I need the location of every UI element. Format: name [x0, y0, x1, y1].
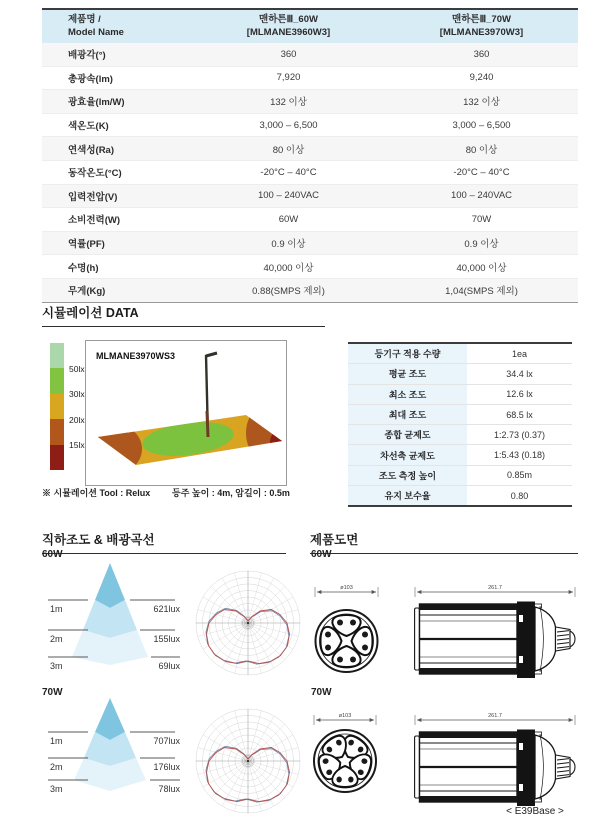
simulation-section-title: 시뮬레이션 DATA: [42, 303, 325, 327]
legend-color-15-20lx: [50, 419, 64, 444]
model-name-70w: 맨하튼Ⅲ_70W: [452, 14, 511, 25]
simulation-model-label: MLMANE3970WS3: [96, 351, 176, 361]
distance-label: 3m: [50, 784, 63, 794]
spec-value-70w: 100 – 240VAC: [450, 190, 513, 202]
spec-value-60w: -20°C – 40°C: [260, 166, 317, 178]
model-code-60w: [MLMANE3960W3]: [246, 26, 331, 38]
drawing-block-70w: [305, 687, 580, 817]
drawing-block-60w: [305, 549, 580, 687]
sim-label: 종합 균제도: [348, 425, 467, 444]
spec-value-70w: 1,04(SMPS 제외): [445, 286, 518, 298]
spec-value-60w: 0.88(SMPS 제외): [252, 286, 325, 298]
spec-header-label-line2: Model Name: [68, 26, 124, 38]
spec-value-60w: 360: [280, 48, 297, 60]
legend-label: 30lx: [69, 389, 85, 399]
pole-height-note: 등주 높이 : 4m, 암길이 : 0.5m: [172, 488, 290, 498]
spec-label: 광효율(lm/W): [68, 97, 125, 109]
spec-value-60w: 3,000 – 6,500: [259, 119, 318, 131]
polar-distribution-chart: [196, 709, 300, 813]
table-row: [42, 43, 578, 66]
length-dimension: 261.7: [488, 713, 502, 719]
pyramid-top-layer: [95, 563, 125, 608]
simulation-tool-note: ※ 시뮬레이션 Tool : Relux: [42, 488, 151, 498]
lux-value: 621lux: [153, 604, 180, 614]
table-row: [348, 363, 572, 383]
sim-label: 최대 조도: [348, 405, 467, 424]
pyramid-top-layer: [95, 698, 125, 740]
table-row: [348, 424, 572, 444]
spec-header-model-70w: [385, 14, 578, 39]
sim-value: 0.80: [510, 490, 529, 501]
illuminance-ground-map: [86, 401, 284, 481]
legend-label: 20lx: [69, 415, 85, 425]
model-label: 70W: [311, 687, 332, 698]
illuminance-diagram-60w: [40, 561, 302, 687]
lux-value: 78lux: [158, 784, 180, 794]
table-row: [348, 404, 572, 424]
polar-distribution-chart: [196, 571, 300, 675]
table-row: [42, 231, 578, 255]
sim-value: 1:5.43 (0.18): [493, 450, 546, 461]
spec-value-70w: 70W: [471, 213, 492, 225]
sim-value: 34.4 lx: [506, 368, 533, 379]
spec-table-body: [42, 43, 578, 302]
spec-table-header: [42, 10, 578, 43]
legend-color-under-15lx: [50, 445, 64, 470]
model-name-60w: 맨하튼Ⅲ_60W: [259, 14, 318, 25]
lamp-side-view-60w: [415, 602, 575, 679]
spec-value-70w: 132 이상: [463, 97, 500, 109]
legend-label: 50lx: [69, 364, 85, 374]
model-label: 60W: [311, 549, 332, 560]
table-row: [348, 465, 572, 485]
spec-value-60w: 40,000 이상: [263, 262, 314, 274]
sim-value: 12.6 lx: [506, 389, 533, 400]
drawings-section-title: 제품도면: [310, 530, 578, 554]
illuminance-block-70w: [40, 687, 302, 817]
lamp-top-view-70w: [314, 730, 376, 792]
legend-color-20-30lx: [50, 394, 64, 419]
spec-value-60w: 80 이상: [272, 144, 305, 156]
lamp-arm: [206, 353, 217, 356]
drawing-60w: [305, 563, 580, 689]
lux-value: 155lux: [153, 634, 180, 644]
spec-label: 입력전압(V): [68, 191, 118, 203]
lux-value: 176lux: [153, 762, 180, 772]
illuminance-diagram-70w: [40, 697, 302, 817]
spec-label: 역률(PF): [68, 239, 105, 251]
spec-value-60w: 132 이상: [270, 97, 307, 109]
lux-value: 69lux: [158, 661, 180, 671]
length-dimension: 261.7: [488, 585, 502, 591]
legend-color-50lx-plus: [50, 343, 64, 368]
illuminance-block-60w: [40, 549, 302, 687]
spec-label: 수명(h): [68, 262, 99, 274]
model-code-70w: [MLMANE3970W3]: [439, 26, 524, 38]
distance-label: 2m: [50, 634, 63, 644]
model-label: 60W: [42, 549, 63, 560]
simulation-result-table: [348, 342, 572, 507]
sim-value: 1ea: [511, 348, 528, 359]
table-row: [42, 184, 578, 208]
illuminance-section-title: 직하조도 & 배광곡선: [42, 530, 286, 554]
legend-label: 15lx: [69, 440, 85, 450]
table-row: [42, 278, 578, 302]
spec-header-label: [42, 14, 192, 39]
spec-label: 총광속(lm): [68, 73, 113, 85]
spec-value-60w: 100 – 240VAC: [257, 190, 320, 202]
distance-label: 1m: [50, 736, 63, 746]
lamp-side-view-70w: [415, 730, 575, 807]
sim-label: 유지 보수율: [348, 486, 467, 505]
diameter-dimension: ø103: [338, 713, 352, 719]
legend-color-strip: [50, 343, 64, 470]
spec-value-70w: 80 이상: [465, 144, 498, 156]
diameter-dimension: ø103: [340, 585, 353, 591]
spec-value-70w: 9,240: [469, 72, 494, 84]
spec-value-60w: 60W: [278, 213, 299, 225]
distance-label: 3m: [50, 661, 63, 671]
spec-value-70w: 360: [473, 48, 490, 60]
drawing-70w: [305, 699, 580, 817]
spec-value-70w: -20°C – 40°C: [453, 166, 510, 178]
sim-label: 평균 조도: [348, 364, 467, 383]
table-row: [348, 444, 572, 464]
legend-color-30-50lx: [50, 368, 64, 393]
table-row: [42, 160, 578, 184]
table-row: [42, 136, 578, 160]
spec-label: 동작온도(°C): [68, 168, 122, 180]
table-row: [42, 207, 578, 231]
spec-value-70w: 0.9 이상: [464, 239, 499, 251]
distance-label: 1m: [50, 604, 63, 614]
spec-header-label-line1: 제품명 /: [68, 14, 101, 25]
spec-value-60w: 0.9 이상: [271, 239, 306, 251]
spec-label: 색온도(K): [68, 121, 109, 133]
spec-header-model-60w: [192, 14, 385, 39]
sim-value: 0.85m: [506, 470, 532, 481]
spec-value-70w: 3,000 – 6,500: [452, 119, 511, 131]
simulation-map-render: [86, 341, 284, 483]
table-row: [42, 89, 578, 113]
lamp-pole-base: [207, 411, 208, 437]
spec-label: 연색성(Ra): [68, 144, 115, 156]
sim-label: 최소 조도: [348, 385, 467, 404]
sim-label: 등기구 적용 수량: [348, 344, 467, 363]
spec-label: 무게(Kg): [68, 286, 106, 298]
spec-label: 배광각(°): [68, 50, 106, 62]
table-row: [348, 384, 572, 404]
sim-label: 차선축 균제도: [348, 445, 467, 464]
lamp-top-view-60w: [316, 610, 378, 672]
table-row: [42, 254, 578, 278]
lux-value: 707lux: [153, 736, 180, 746]
table-row: [42, 113, 578, 137]
simulation-map: [85, 340, 287, 486]
sim-value: 68.5 lx: [506, 409, 533, 420]
table-row: [42, 66, 578, 90]
spec-value-70w: 40,000 이상: [456, 262, 507, 274]
spec-table: [42, 8, 578, 303]
sim-label: 조도 측정 높이: [348, 466, 467, 485]
sim-value: 1:2.73 (0.37): [493, 429, 546, 440]
spec-value-60w: 7,920: [276, 72, 301, 84]
base-type-note: < E39Base >: [506, 806, 564, 817]
model-label: 70W: [42, 687, 63, 698]
spec-label: 소비전력(W): [68, 215, 121, 227]
distance-label: 2m: [50, 762, 63, 772]
table-row: [348, 344, 572, 363]
table-row: [348, 485, 572, 505]
